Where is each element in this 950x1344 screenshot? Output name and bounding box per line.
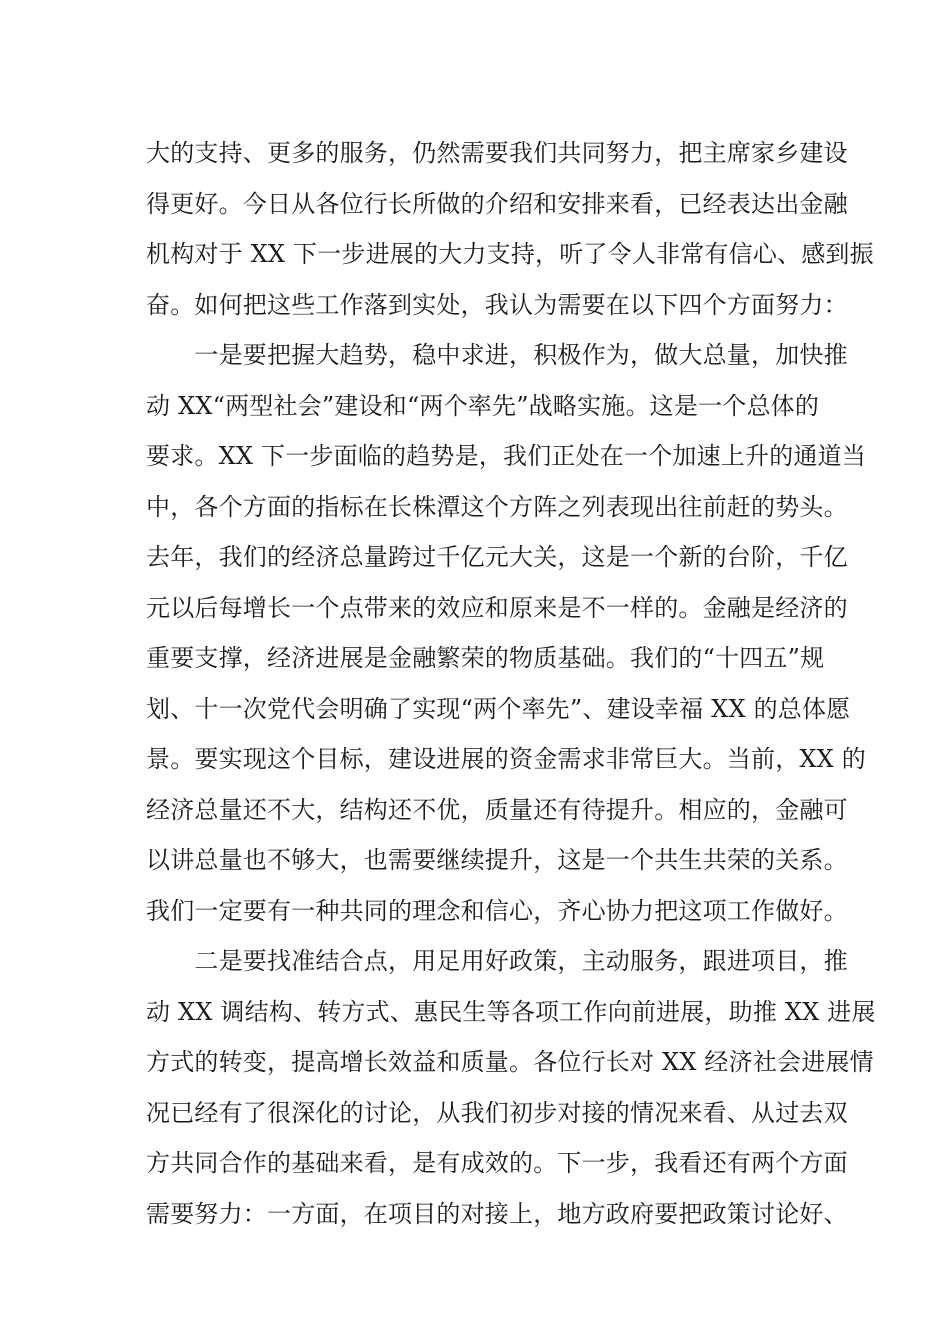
paragraph-end-line: 我们一定要有一种共同的理念和信心，齐心协力把这项工作做好。 bbox=[146, 896, 848, 925]
text-line: 重要支撑，经济进展是金融繁荣的物质基础。我们的“十四五”规 bbox=[146, 644, 825, 672]
paragraph-start-line: 二是要找准结合点，用足用好政策，主动服务，跟进项目，推 bbox=[146, 947, 848, 975]
text-line: 况已经有了很深化的讨论，从我们初步对接的情况来看、从过去双 bbox=[146, 1098, 848, 1127]
text-line: 得更好。今日从各位行长所做的介绍和安排来看，已经表达出金融 bbox=[146, 189, 848, 218]
text-line: 以讲总量也不够大，也需要继续提升，这是一个共生共荣的关系。 bbox=[146, 846, 848, 874]
text-line: 需要努力：一方面，在项目的对接上，地方政府要把政策讨论好、 bbox=[146, 1199, 848, 1228]
text-line: 经济总量还不大，结构还不优，质量还有待提升。相应的，金融可 bbox=[146, 795, 848, 824]
text-line: 机构对于 XX 下一步进展的大力支持，听了令人非常有信心、感到振 bbox=[146, 240, 874, 268]
text-line: 动 XX“两型社会”建设和“两个率先”战略实施。这是一个总体的 bbox=[146, 391, 820, 420]
text-line: 划、十一次党代会明确了实现“两个率先”、建设幸福 XX 的总体愿 bbox=[146, 694, 851, 723]
text-line: 要求。XX 下一步面临的趋势是，我们正处在一个加速上升的通道当 bbox=[146, 442, 866, 470]
body-text bbox=[146, 128, 876, 1239]
text-line: 中，各个方面的指标在长株潭这个方阵之列表现出往前赶的势头。 bbox=[146, 492, 848, 521]
text-line: 方共同合作的基础来看，是有成效的。下一步，我看还有两个方面 bbox=[146, 1149, 848, 1177]
text-line: 去年，我们的经济总量跨过千亿元大关，这是一个新的台阶，千亿 bbox=[146, 543, 848, 571]
text-line: 奋。如何把这些工作落到实处，我认为需要在以下四个方面努力： bbox=[146, 290, 848, 319]
text-line: 元以后每增长一个点带来的效应和原来是不一样的。金融是经济的 bbox=[146, 593, 848, 622]
text-line: 景。要实现这个目标，建设进展的资金需求非常巨大。当前，XX 的 bbox=[146, 745, 866, 773]
paragraph-start-line: 一是要把握大趋势，稳中求进，积极作为，做大总量，加快推 bbox=[146, 341, 848, 369]
text-line: 方式的转变，提高增长效益和质量。各位行长对 XX 经济社会进展情 bbox=[146, 1048, 874, 1076]
text-line: 大的支持、更多的服务，仍然需要我们共同努力，把主席家乡建设 bbox=[146, 139, 848, 167]
text-line: 动 XX 调结构、转方式、惠民生等各项工作向前进展，助推 XX 进展 bbox=[146, 997, 876, 1026]
